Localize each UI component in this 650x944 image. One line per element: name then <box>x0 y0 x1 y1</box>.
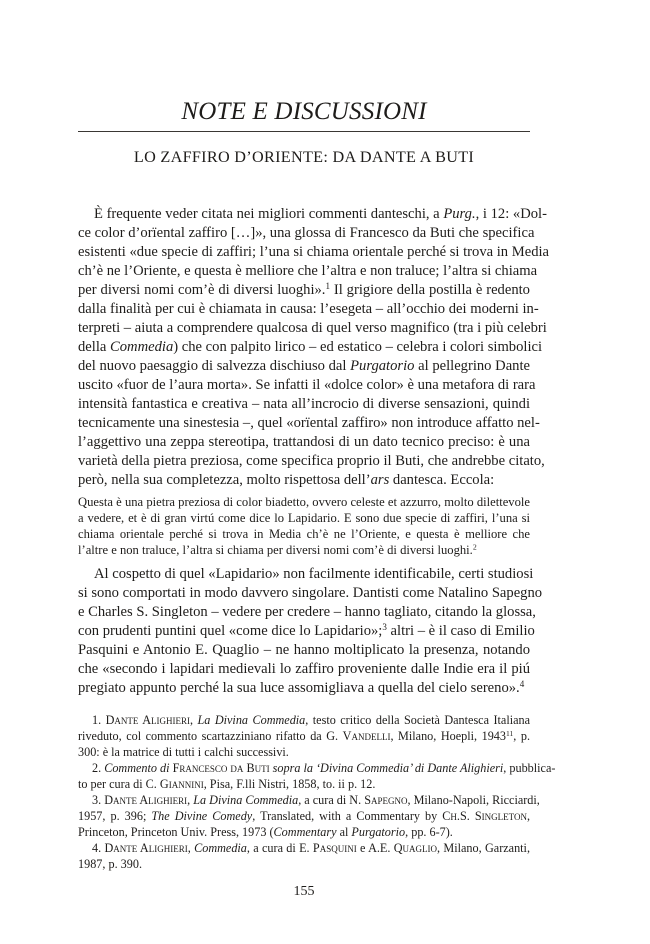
footnote-4-part: 4. <box>92 841 105 855</box>
title-rule <box>78 131 530 132</box>
footnote-ref-1: 1 <box>325 281 330 292</box>
text-line: uscito «fuor de l’aura morta». Se infatti il «dolce color» è una metafora di rara <box>78 377 536 393</box>
text-line: che «secondo i lapidari medievali lo zaffiro proveniente dalle Indie era il piú <box>78 661 530 677</box>
footnote-4 <box>78 840 530 856</box>
footnote-ref-4: 4 <box>519 679 525 690</box>
text-line: esistenti «due specie di zaffiri; l’una si chiama orientale perché si trova in Media <box>78 244 550 260</box>
text-line: della Commedia) che con palpito lirico – ed estatico – celebra i colori simbolici <box>78 339 543 355</box>
footnote-line: 1957, p. 396; The Divine Comedy, Translated, with a Commentary by Ch.S. Singleton, <box>78 809 530 823</box>
quote-line: Questa è una pietra preziosa di color biadetto, ovvero celeste et azzurro, molto dilettevole <box>78 495 530 509</box>
footnote-4-part: Dante Alighieri <box>104 841 188 855</box>
text-line: ch’è ne l’Oriente, e questa è melliore che l’altra e non traluce; l’altra si chiama <box>78 263 538 279</box>
footnote-line: 1987, p. 390. <box>78 857 142 871</box>
text-line: varietà della pietra preziosa, come specifica proprio il Buti, che andrebbe citato, <box>78 453 545 469</box>
footnote-line: Princeton, Princeton Univ. Press, 1973 (Commentary al Purgatorio, pp. 6-7). <box>78 825 453 839</box>
text-line: Al cospetto di quel «Lapidario» non facilmente identificabile, certi studiosi <box>94 566 534 582</box>
page-number: 155 <box>293 884 315 899</box>
footnote-1: 1. Dante Alighieri, La Divina Commedia, testo critico della Società Dantesca Italiana <box>92 713 531 727</box>
footnote-3: 3. Dante Alighieri, La Divina Commedia, a cura di N. Sapegno, Milano-Napoli, Ricciardi, <box>92 793 540 807</box>
footnote-ref-3: 3 <box>382 622 387 633</box>
text-line: terpreti – aiuta a comprendere qualcosa di quel verso magnifico (tra i più celebri <box>78 320 547 336</box>
text-line: del nuovo paesaggio di salvezza dischiuso dal Purgatorio al pellegrino Dante <box>78 358 530 374</box>
footnote-2: 2. Commento di Francesco da Buti sopra la ‘Divina Commedia’ di Dante Alighieri, pubblica- <box>92 761 556 775</box>
footnote-ref-2: 2 <box>472 542 477 552</box>
text-line: pregiato appunto perché la sua luce assomigliava a quella del cielo sereno».$^4$ <box>78 679 525 696</box>
text-line: però, nella sua completezza, molto rispettosa dell’ars dantesca. Eccola: <box>78 472 495 488</box>
footnote-4-part: e A.E. <box>356 841 394 855</box>
footnote-line: to per cura di C. Giannini, Pisa, F.lli Nistri, 1858, to. ii p. 12. <box>78 777 376 791</box>
section-title: NOTE E DISCUSSIONI <box>181 98 427 125</box>
text-line: ce color d’orïental zaffiro […]», una glossa di Francesco da Buti che specifica <box>78 225 535 241</box>
text-line: dalla finalità per cui è chiamata in causa: l’esegeta – all’occhio dei moderni in- <box>78 301 539 317</box>
text-line: e Charles S. Singleton – vedere per credere – hanno tagliato, citando la glossa, <box>78 604 536 620</box>
text-line: tecnicamente una sinestesia –, quel «orïental zaffiro» non introduce affatto nel- <box>78 415 540 431</box>
footnote-4-part: Commedia <box>194 841 247 855</box>
footnote-4-part: , Milano, Garzanti, <box>437 841 530 855</box>
text-line: intensità fantastica e creativa – nata all’incrocio di diverse sensazioni, quindi <box>78 396 530 412</box>
footnote-4-part: , a cura di E. <box>246 841 313 855</box>
article-title: LO ZAFFIRO D’ORIENTE: DA DANTE A BUTI <box>133 148 475 166</box>
text-line: si sono comportati in modo davvero singolare. Dantisti come Natalino Sapegno <box>78 585 543 601</box>
text-line: Pasquini e Antonio E. Quaglio – ne hanno moltiplicato la presenza, notando <box>78 642 530 658</box>
text-line: per diversi nomi com’è di diversi luoghi».$^1$ Il grigiore della postilla è redento <box>78 281 530 298</box>
footnote-line: 300: è la matrice di tutti i calchi successivi. <box>78 745 289 759</box>
text-line: con prudenti puntini quel «come dice lo Lapidario»;$^3$ altri – è il caso di Emilio <box>78 622 535 639</box>
text-line: l’aggettivo una zeppa stereotipa, trattandosi di un dato tecnico preciso: è una <box>78 434 530 450</box>
footnote-4-part: Pasquini <box>312 841 357 855</box>
footnote-4-part: , <box>187 841 195 855</box>
quote-line: a vedere, et è di gran virtú come dice lo Lapidario. E sono due specie di zaffiri, l’una si <box>78 511 530 525</box>
quote-line: l’altre e non traluce, l’altra si chiama per diversi nomi com’è di diversi luoghi.$^2$ <box>78 542 477 557</box>
footnote-4-part: Quaglio <box>393 841 438 855</box>
quote-line: chiama orientale perché si trova in Media ch’è ne l’Oriente, e questa è melliore che <box>78 527 530 541</box>
footnote-line: riveduto, col commento scartazziniano rifatto da G. Vandelli, Milano, Hoepli, 1943$^{11}$, p. <box>78 728 530 743</box>
text-line: È frequente veder citata nei migliori commenti danteschi, a Purg., i 12: «Dol- <box>94 206 547 222</box>
